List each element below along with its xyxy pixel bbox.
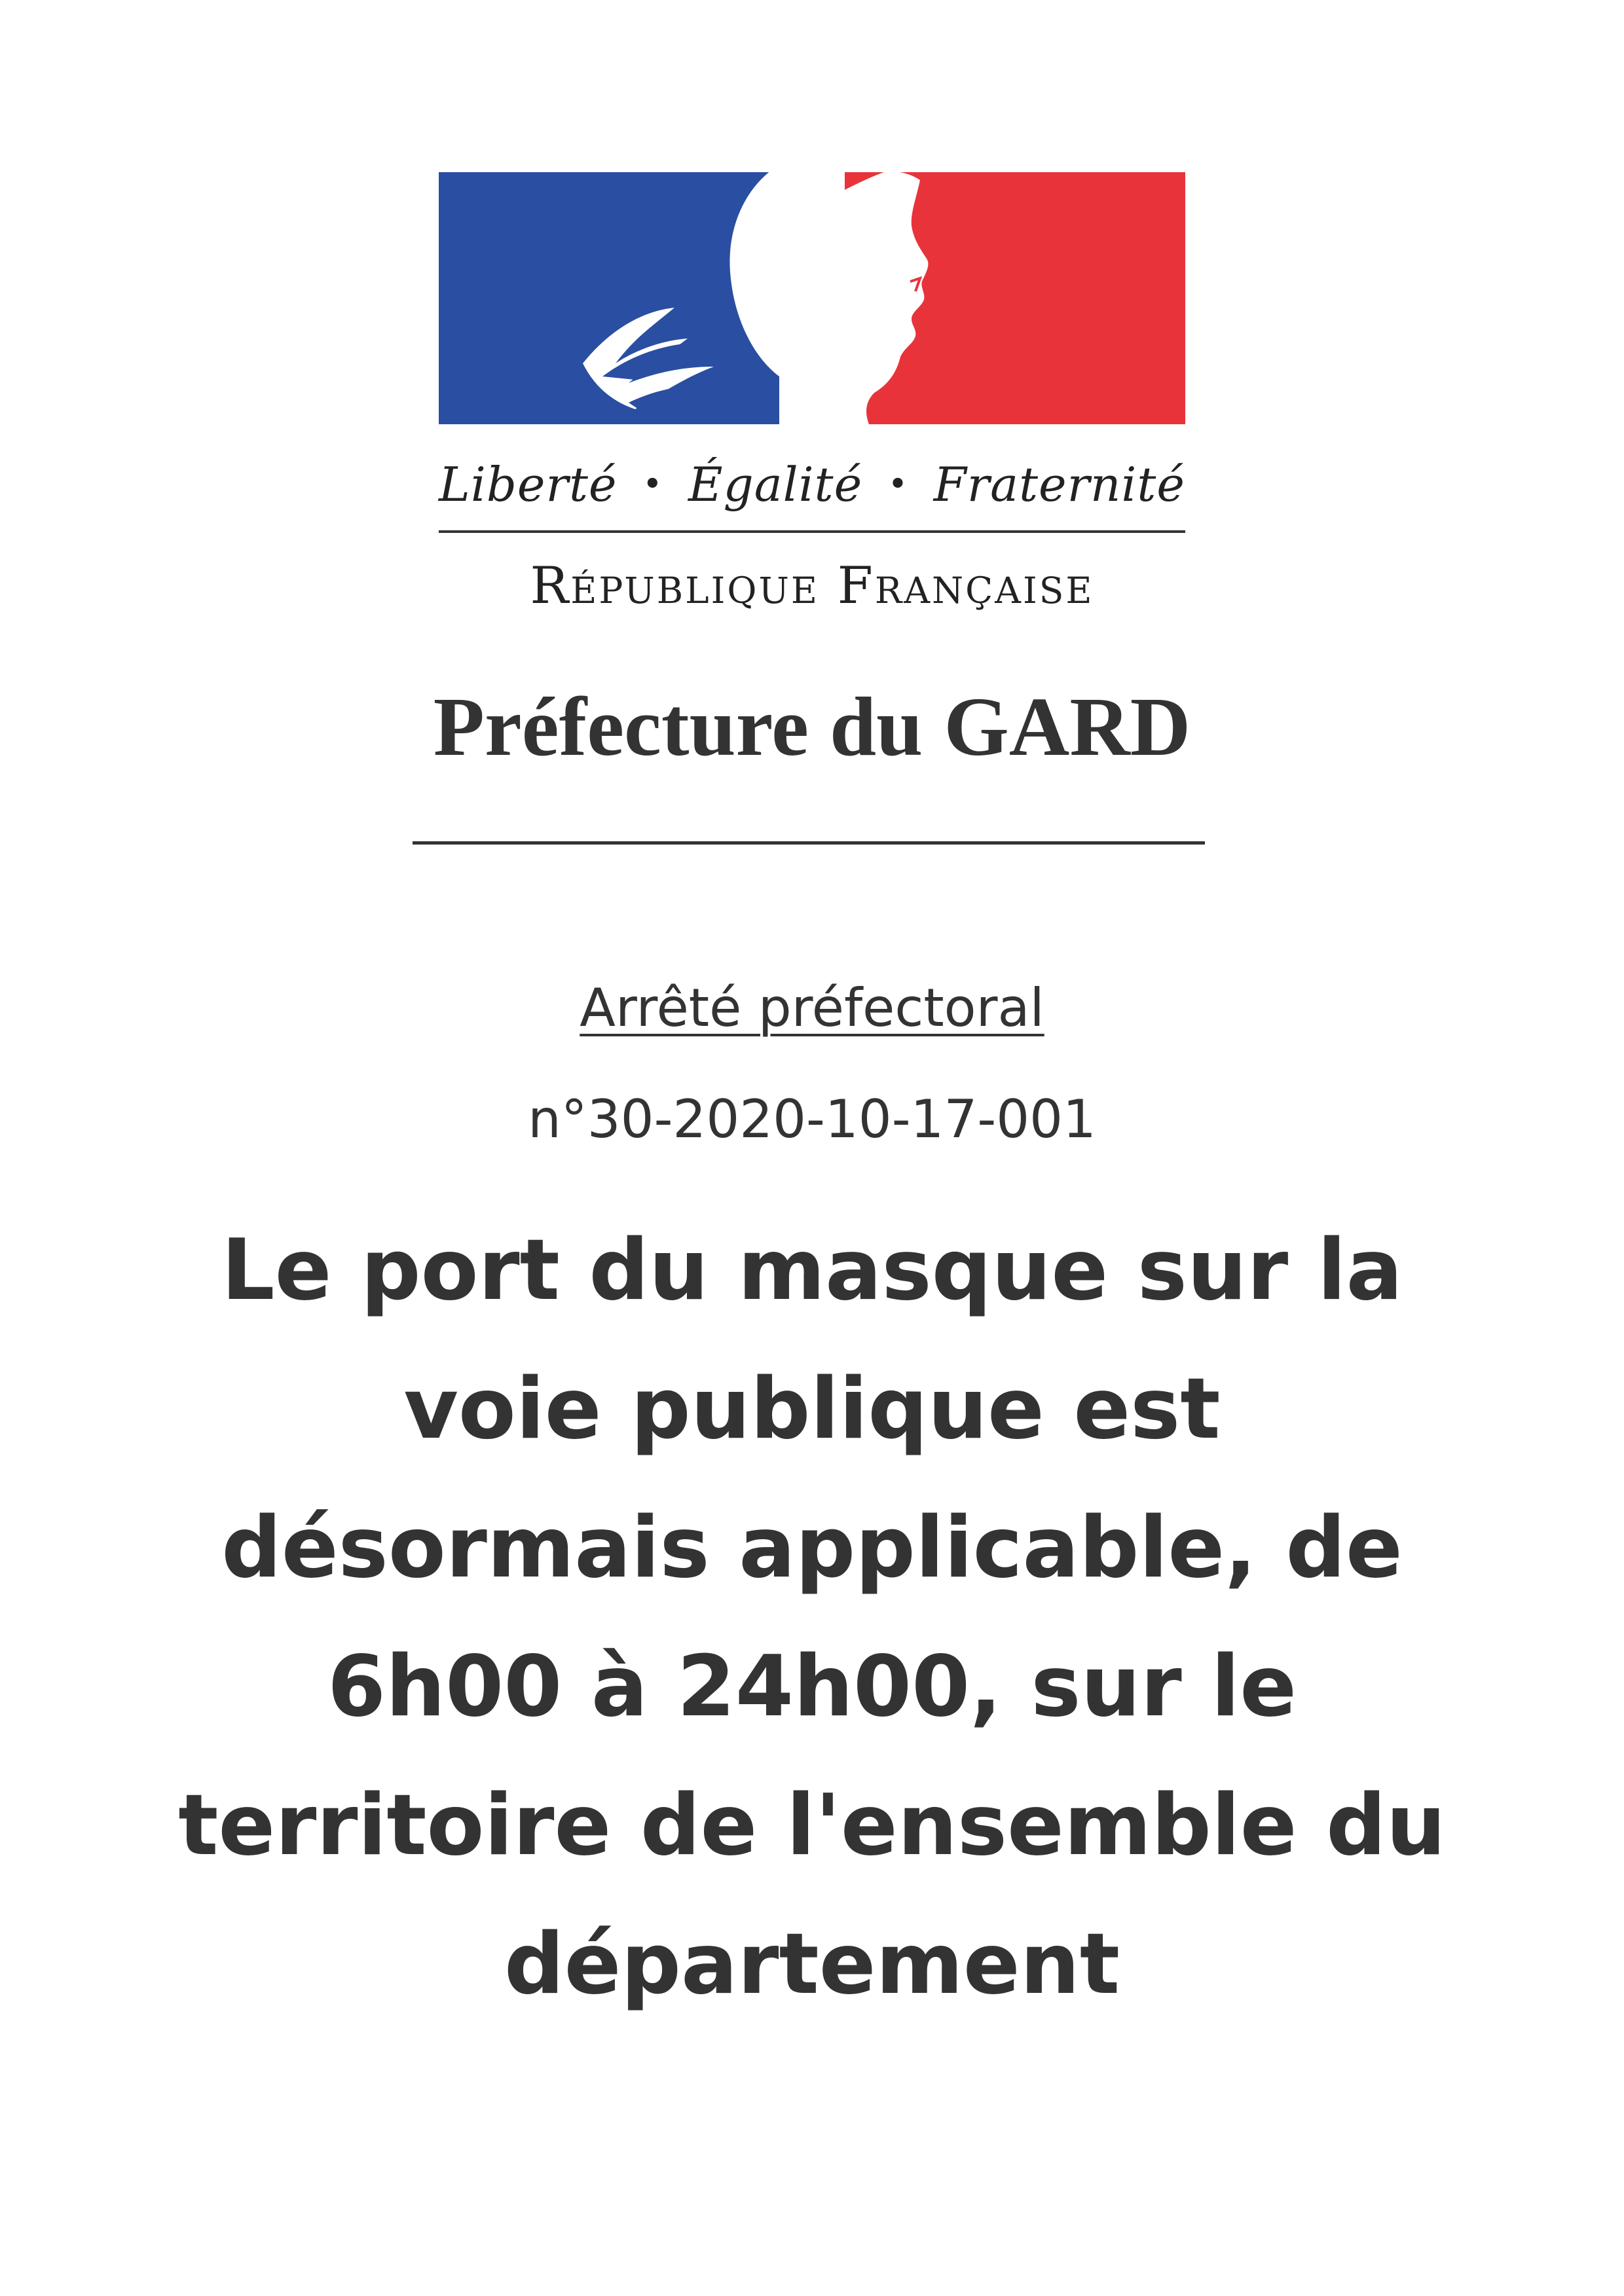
motto-separator: •: [642, 465, 663, 504]
headline: [92, 1201, 1532, 2034]
header-divider: [413, 841, 1205, 845]
motto-liberte: Liberté: [439, 457, 618, 512]
motto-divider: [439, 530, 1185, 533]
headline-line: Le port du masque sur la: [221, 1222, 1403, 1319]
arrete-label: [0, 969, 1624, 1048]
headline-line: territoire de l'ensemble du: [178, 1777, 1446, 1874]
headline-line: 6h00 à 24h00, sur le: [327, 1638, 1297, 1736]
motto-fraternite: Fraternité: [933, 457, 1185, 512]
marianne-flag-icon: [439, 167, 1185, 429]
headline-line: département: [504, 1916, 1120, 2013]
motto-separator: •: [887, 465, 909, 504]
headline-line: voie publique est: [403, 1360, 1221, 1458]
arrete-number: n°30-2020-10-17-001: [528, 1089, 1096, 1150]
arrete-label-text: Arrêté préfectoral: [580, 977, 1044, 1038]
prefecture-title: Préfecture du GARD: [433, 680, 1191, 773]
motto-egalite: Égalité: [688, 457, 863, 512]
marianne-logo: [439, 167, 1185, 429]
headline-line: désormais applicable, de: [221, 1499, 1403, 1597]
republic-name: République Française: [530, 556, 1094, 615]
motto: [439, 452, 1185, 517]
